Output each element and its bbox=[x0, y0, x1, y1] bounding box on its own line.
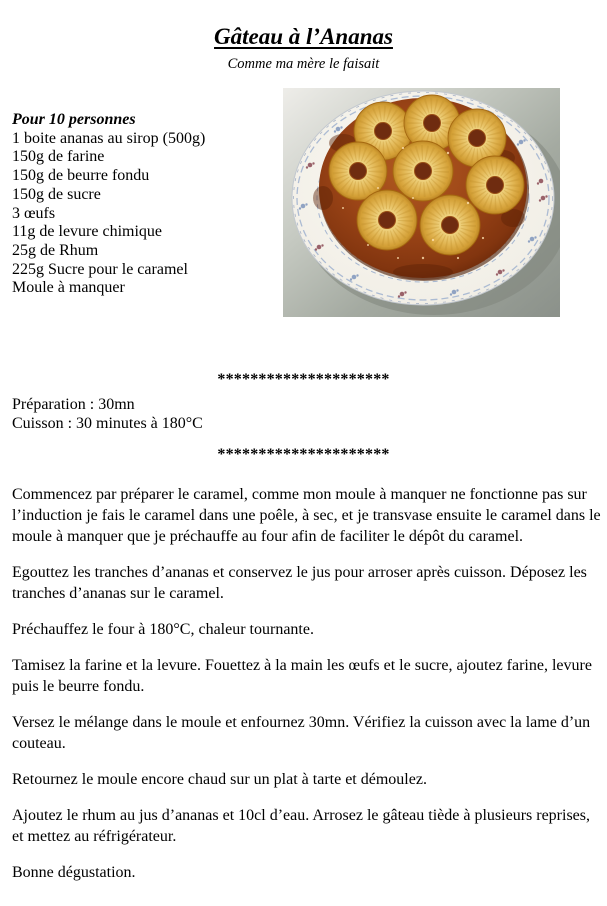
prep-time: Préparation : 30mn bbox=[12, 396, 135, 413]
pineapple-ring bbox=[420, 195, 480, 255]
instruction-paragraph-5: Versez le mélange dans le moule et enfournez 30mn. Vérifiez la cuisson avec la lame d’un couteau. bbox=[12, 714, 591, 752]
instruction-paragraph-2: Egouttez les tranches d’ananas et conservez le jus pour arroser après cuisson. Déposez les tranches d’ananas sur le caramel. bbox=[12, 564, 587, 602]
pineapple-ring bbox=[393, 141, 453, 201]
separator-stars-top: ********************* bbox=[217, 371, 390, 388]
cake-photo-graphic bbox=[283, 88, 560, 317]
ingredient-item: 150g de sucre bbox=[12, 185, 101, 203]
cake-photo bbox=[283, 88, 560, 317]
ingredient-item: 150g de beurre fondu bbox=[12, 167, 150, 185]
page-title: Gâteau à l’Ananas bbox=[214, 24, 393, 49]
cook-time: Cuisson : 30 minutes à 180°C bbox=[12, 415, 203, 432]
instruction-paragraph-3: Préchauffez le four à 180°C, chaleur tournante. bbox=[12, 621, 314, 638]
pineapple-ring bbox=[357, 190, 417, 250]
page-subtitle: Comme ma mère le faisait bbox=[227, 56, 380, 72]
ingredient-item: 225g Sucre pour le caramel bbox=[12, 260, 188, 278]
ingredient-item: 11g de levure chimique bbox=[12, 223, 163, 241]
ingredients-section bbox=[12, 111, 205, 298]
separator-stars-bottom: ********************* bbox=[217, 446, 390, 463]
servings-heading: Pour 10 personnes bbox=[12, 111, 136, 128]
instructions-section bbox=[12, 484, 601, 898]
instruction-paragraph-4: Tamisez la farine et la levure. Fouettez à la main les œufs et le sucre, ajoutez farine, levure puis le beurre fondu. bbox=[12, 657, 592, 695]
ingredient-item: 150g de farine bbox=[12, 148, 105, 166]
timing-section bbox=[12, 395, 203, 433]
ingredient-item: 25g de Rhum bbox=[12, 241, 99, 259]
instruction-paragraph-1: Commencez par préparer le caramel, comme mon moule à manquer ne fonctionne pas sur l’induction je fais le caramel dans une poêle, à sec, et je transvase ensuite le caramel dans le moule à manquer que je préchauffe au four afin de faciliter le dépôt du caramel. bbox=[12, 486, 601, 545]
instruction-paragraph-6: Retournez le moule encore chaud sur un plat à tarte et démoulez. bbox=[12, 771, 427, 788]
ingredient-item: Moule à manquer bbox=[12, 279, 125, 297]
ingredient-item: 1 boite ananas au sirop (500g) bbox=[12, 129, 206, 147]
instruction-paragraph-8: Bonne dégustation. bbox=[12, 864, 136, 881]
ingredient-item: 3 œufs bbox=[12, 204, 56, 222]
instruction-paragraph-7: Ajoutez le rhum au jus d’ananas et 10cl d’eau. Arrosez le gâteau tiède à plusieurs reprises, et mettez au réfrigérateur. bbox=[12, 807, 591, 845]
pineapple-ring bbox=[466, 156, 524, 214]
